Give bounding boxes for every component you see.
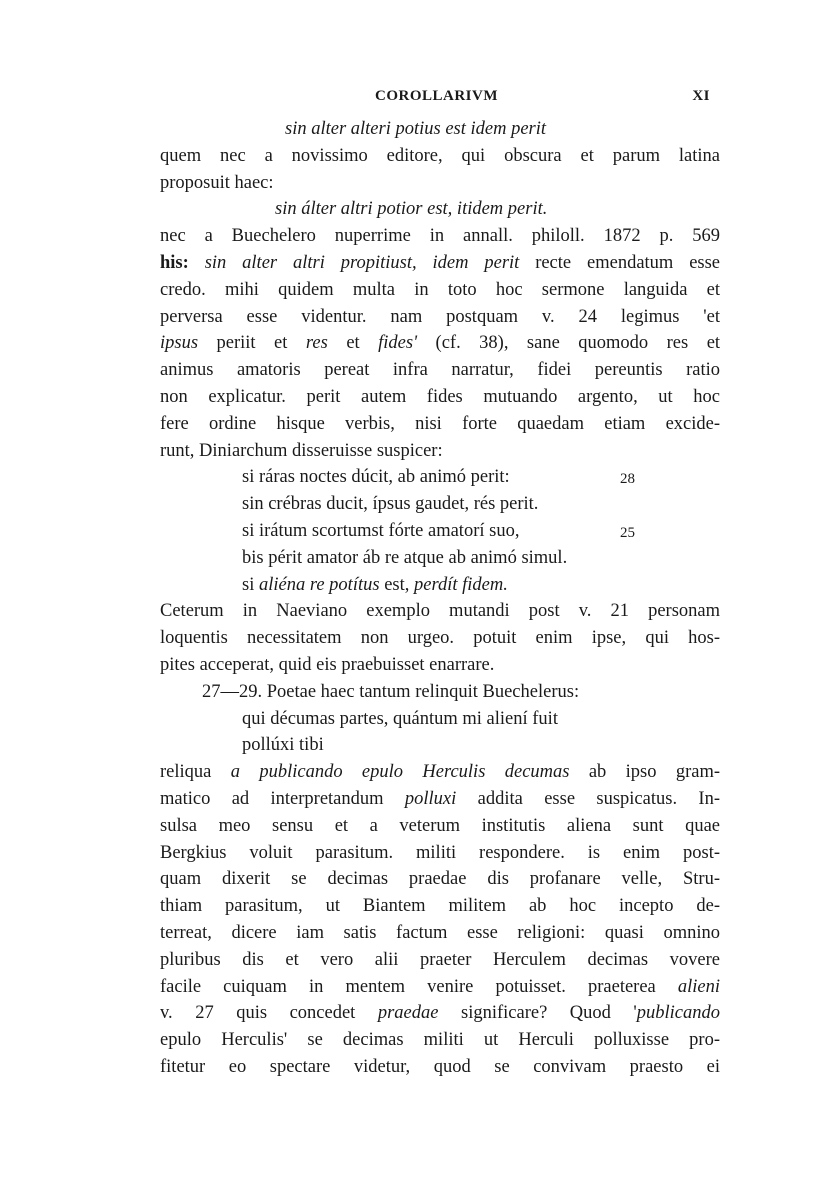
- text-line: 27—29. Poetae haec tantum relinquit Buechelerus:: [202, 681, 580, 702]
- running-header: [160, 88, 720, 116]
- text-line: perversa esse videntur. nam postquam v. 24 legimus 'et: [160, 306, 720, 327]
- text-line: animus amatoris pereat infra narratur, fidei pereuntis ratio: [160, 360, 720, 381]
- text-span: his:: [160, 252, 189, 273]
- text-span: res: [305, 333, 328, 354]
- text-span: recte emendatum esse: [535, 252, 721, 273]
- text-line: [160, 330, 720, 357]
- verse-line: bis périt amator áb re atque ab animó simul.: [242, 547, 568, 568]
- text-line: Bergkius voluit parasitum. militi respondere. is enim post-: [160, 842, 720, 863]
- text-span: perdít fidem.: [414, 574, 508, 595]
- verse-number: 28: [620, 471, 635, 488]
- text-span: sin alter altri propitiust, idem perit: [204, 252, 520, 273]
- text-span: periit et: [216, 333, 288, 354]
- page-number: XI: [692, 88, 710, 104]
- text-line: [160, 250, 720, 277]
- text-span: a publicando epulo Herculis decumas: [230, 762, 570, 783]
- verse-line: qui décumas partes, quántum mi aliení fuit: [242, 708, 558, 729]
- text-line: Ceterum in Naeviano exemplo mutandi post v. 21 personam: [160, 601, 720, 622]
- text-line: [160, 974, 720, 1001]
- text-line: loquentis necessitatem non urgeo. potuit enim ipse, qui hos-: [160, 628, 720, 649]
- text-span: publicando: [636, 1003, 721, 1024]
- text-span: significare? Quod ': [461, 1003, 637, 1024]
- text-line: proposuit haec:: [160, 172, 274, 193]
- text-line: credo. mihi quidem multa in toto hoc sermone languida et: [160, 279, 720, 300]
- text-span: est,: [384, 574, 410, 595]
- verse-line: sin crébras ducit, ípsus gaudet, rés perit.: [242, 494, 539, 515]
- text-line: pluribus dis et vero alii praeter Herculem decimas vovere: [160, 949, 720, 970]
- text-line: [160, 1000, 720, 1027]
- quoted-verse: sin alter alteri potius est idem perit: [285, 119, 547, 139]
- verse-line: [160, 572, 720, 599]
- text-line: thiam parasitum, ut Biantem militem ab hoc incepto de-: [160, 896, 720, 917]
- text-line: runt, Diniarchum disseruisse suspicer:: [160, 440, 443, 461]
- text-line: nec a Buechelero nuperrime in annall. philoll. 1872 p. 569: [160, 226, 720, 247]
- text-line: non explicatur. perit autem fides mutuando argento, ut hoc: [160, 386, 720, 407]
- text-span: alieni: [677, 976, 721, 997]
- text-line: [160, 759, 720, 786]
- text-span: ab ipso gram-: [588, 762, 721, 783]
- text-span: (cf. 38), sane quomodo res et: [435, 333, 721, 354]
- text-span: et: [346, 333, 360, 354]
- text-span: v. 27 quis concedet: [160, 1003, 356, 1024]
- verse-line: [160, 464, 720, 491]
- text-span: reliqua: [160, 762, 212, 783]
- verse-number: 25: [620, 524, 635, 541]
- text-line: pites acceperat, quid eis praebuisset enarrare.: [160, 654, 495, 675]
- text-line: sulsa meo sensu et a veterum institutis aliena sunt quae: [160, 815, 720, 836]
- text-span: praedae: [377, 1003, 439, 1024]
- text-line: fitetur eo spectare videtur, quod se convivam praesto ei: [160, 1056, 720, 1077]
- text-line: quam dixerit se decimas praedae dis profanare velle, Stru-: [160, 869, 720, 890]
- text-span: si: [242, 574, 255, 595]
- text-line: fere ordine hisque verbis, nisi forte quaedam etiam excide-: [160, 413, 720, 434]
- text-line: quem nec a novissimo editore, qui obscura et parum latina: [160, 145, 720, 166]
- text-span: aliéna re potítus: [258, 574, 380, 595]
- text-span: fides': [378, 333, 418, 354]
- text-line: terreat, dicere iam satis factum esse religioni: quasi omnino: [160, 922, 720, 943]
- page: [160, 88, 720, 1081]
- verse-line: pollúxi tibi: [242, 735, 324, 756]
- running-title: COROLLARIVM: [375, 88, 499, 104]
- verse-text: si irátum scortumst fórte amatorí suo,: [242, 520, 520, 541]
- text-span: facile cuiquam in mentem venire potuisset. praeterea: [160, 976, 656, 997]
- text-line: [160, 786, 720, 813]
- body-text: [160, 116, 720, 1081]
- text-line: epulo Herculis' se decimas militi ut Herculi polluxisse pro-: [160, 1030, 720, 1051]
- text-span: polluxi: [404, 788, 457, 809]
- verse-text: si ráras noctes dúcit, ab animó perit:: [242, 467, 510, 488]
- text-span: ipsus: [160, 333, 199, 354]
- text-span: addita esse suspicatus. In-: [477, 788, 720, 809]
- quoted-verse: sin álter altri potior est, itidem perit.: [275, 199, 548, 220]
- text-span: matico ad interpretandum: [160, 788, 384, 809]
- verse-line: [160, 518, 720, 545]
